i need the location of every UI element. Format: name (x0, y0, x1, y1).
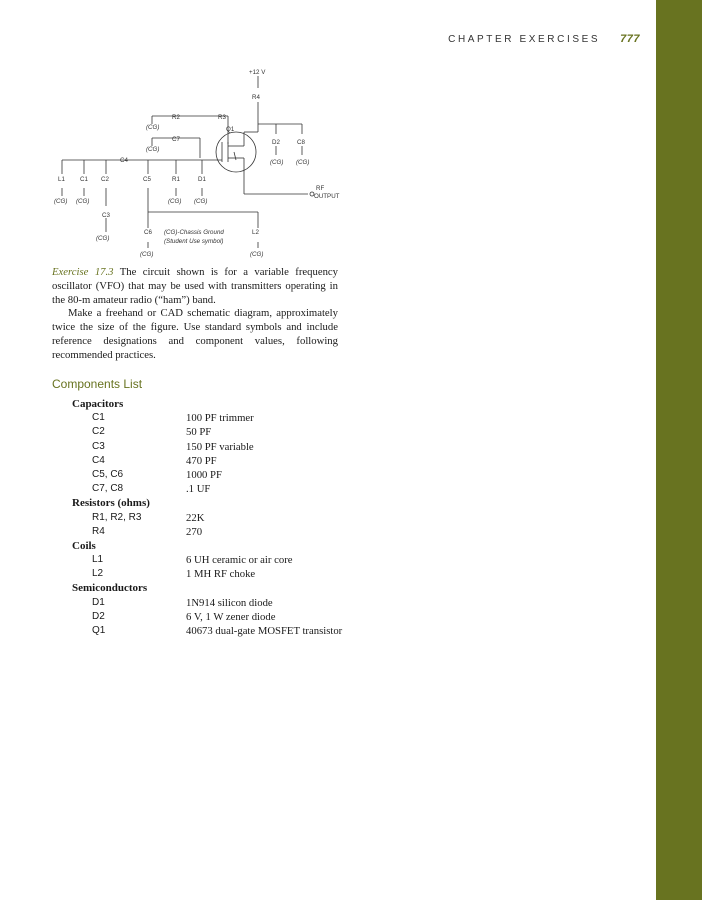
page-number: 777 (620, 33, 640, 45)
chapter-edge-bar (656, 0, 702, 900)
list-item: C4 470 PF (92, 454, 217, 467)
label-c3: C3 (102, 212, 110, 219)
label-d1: D1 (198, 176, 206, 183)
category-heading: Semiconductors (72, 582, 148, 595)
label-c4: C4 (120, 157, 128, 164)
label-cg: (CG) (146, 124, 160, 131)
label-cg: (CG) (54, 198, 68, 205)
exercise-paragraph-1: Exercise 17.3 The circuit shown is for a variable frequency oscillator (VFO) that may be used with transmitters operating in the 80-m amateur radio (“ham”) band. (52, 266, 338, 306)
list-item: L1 6 UH ceramic or air core (92, 554, 293, 567)
label-cg: (CG) (250, 251, 264, 258)
list-item: D2 6 V, 1 W zener diode (92, 610, 276, 623)
list-item: L2 1 MH RF choke (92, 568, 256, 581)
list-item: C5, C6 1000 PF (92, 468, 222, 481)
list-item: D1 1N914 silicon diode (92, 596, 273, 609)
label-c1: C1 (80, 176, 88, 183)
running-head (448, 33, 640, 45)
exercise-text (52, 266, 338, 363)
label-l1: L1 (58, 176, 65, 183)
label-r2: R2 (172, 114, 180, 121)
label-cg: (CG) (194, 198, 208, 205)
label-c8: C8 (297, 139, 305, 146)
label-cg: (CG) (76, 198, 90, 205)
category-heading: Capacitors (72, 398, 124, 410)
label-output: OUTPUT (314, 193, 340, 200)
list-item: Q1 40673 dual-gate MOSFET transistor (92, 625, 343, 637)
label-r1: R1 (172, 176, 180, 183)
label-cg: (CG) (270, 159, 284, 166)
label-l2: L2 (252, 229, 259, 236)
label-supply: +12 V (249, 69, 266, 76)
list-item: R1, R2, R3 22K (92, 511, 205, 524)
exercise-label: Exercise 17.3 (52, 266, 114, 278)
category-heading: Coils (72, 539, 96, 552)
label-cg: (CG) (96, 235, 110, 242)
label-r4: R4 (252, 94, 260, 101)
label-q1: Q1 (226, 126, 235, 133)
running-head-title: CHAPTER EXERCISES (448, 34, 601, 45)
label-rf: RF (316, 185, 325, 192)
label-c5: C5 (143, 176, 151, 183)
schematic-legend-1: (CG)-Chassis Ground (164, 229, 224, 236)
components-list (72, 397, 372, 638)
label-cg: (CG) (168, 198, 182, 205)
category-heading: Resistors (ohms) (72, 497, 150, 510)
label-d2: D2 (272, 139, 280, 146)
label-cg: (CG) (140, 251, 154, 258)
label-c2: C2 (101, 176, 109, 183)
label-c7: C7 (172, 136, 180, 143)
exercise-paragraph-2: Make a freehand or CAD schematic diagram, approximately twice the size of the figure. Use standard symbols and include reference designations and component values, following recommended practices. (52, 307, 338, 361)
label-cg: (CG) (296, 159, 310, 166)
circuit-schematic (50, 62, 340, 264)
list-item: R4 270 (92, 525, 203, 538)
components-heading: Components List (52, 377, 143, 391)
schematic-legend-2: (Student Use symbol) (164, 238, 224, 245)
list-item: C2 50 PF (92, 426, 212, 439)
label-r3: R3 (218, 114, 226, 121)
list-item: C1 100 PF trimmer (92, 412, 254, 425)
label-c6: C6 (144, 229, 152, 236)
list-item: C3 150 PF variable (92, 440, 254, 453)
label-cg: (CG) (146, 146, 160, 153)
list-item: C7, C8 .1 UF (92, 483, 211, 496)
